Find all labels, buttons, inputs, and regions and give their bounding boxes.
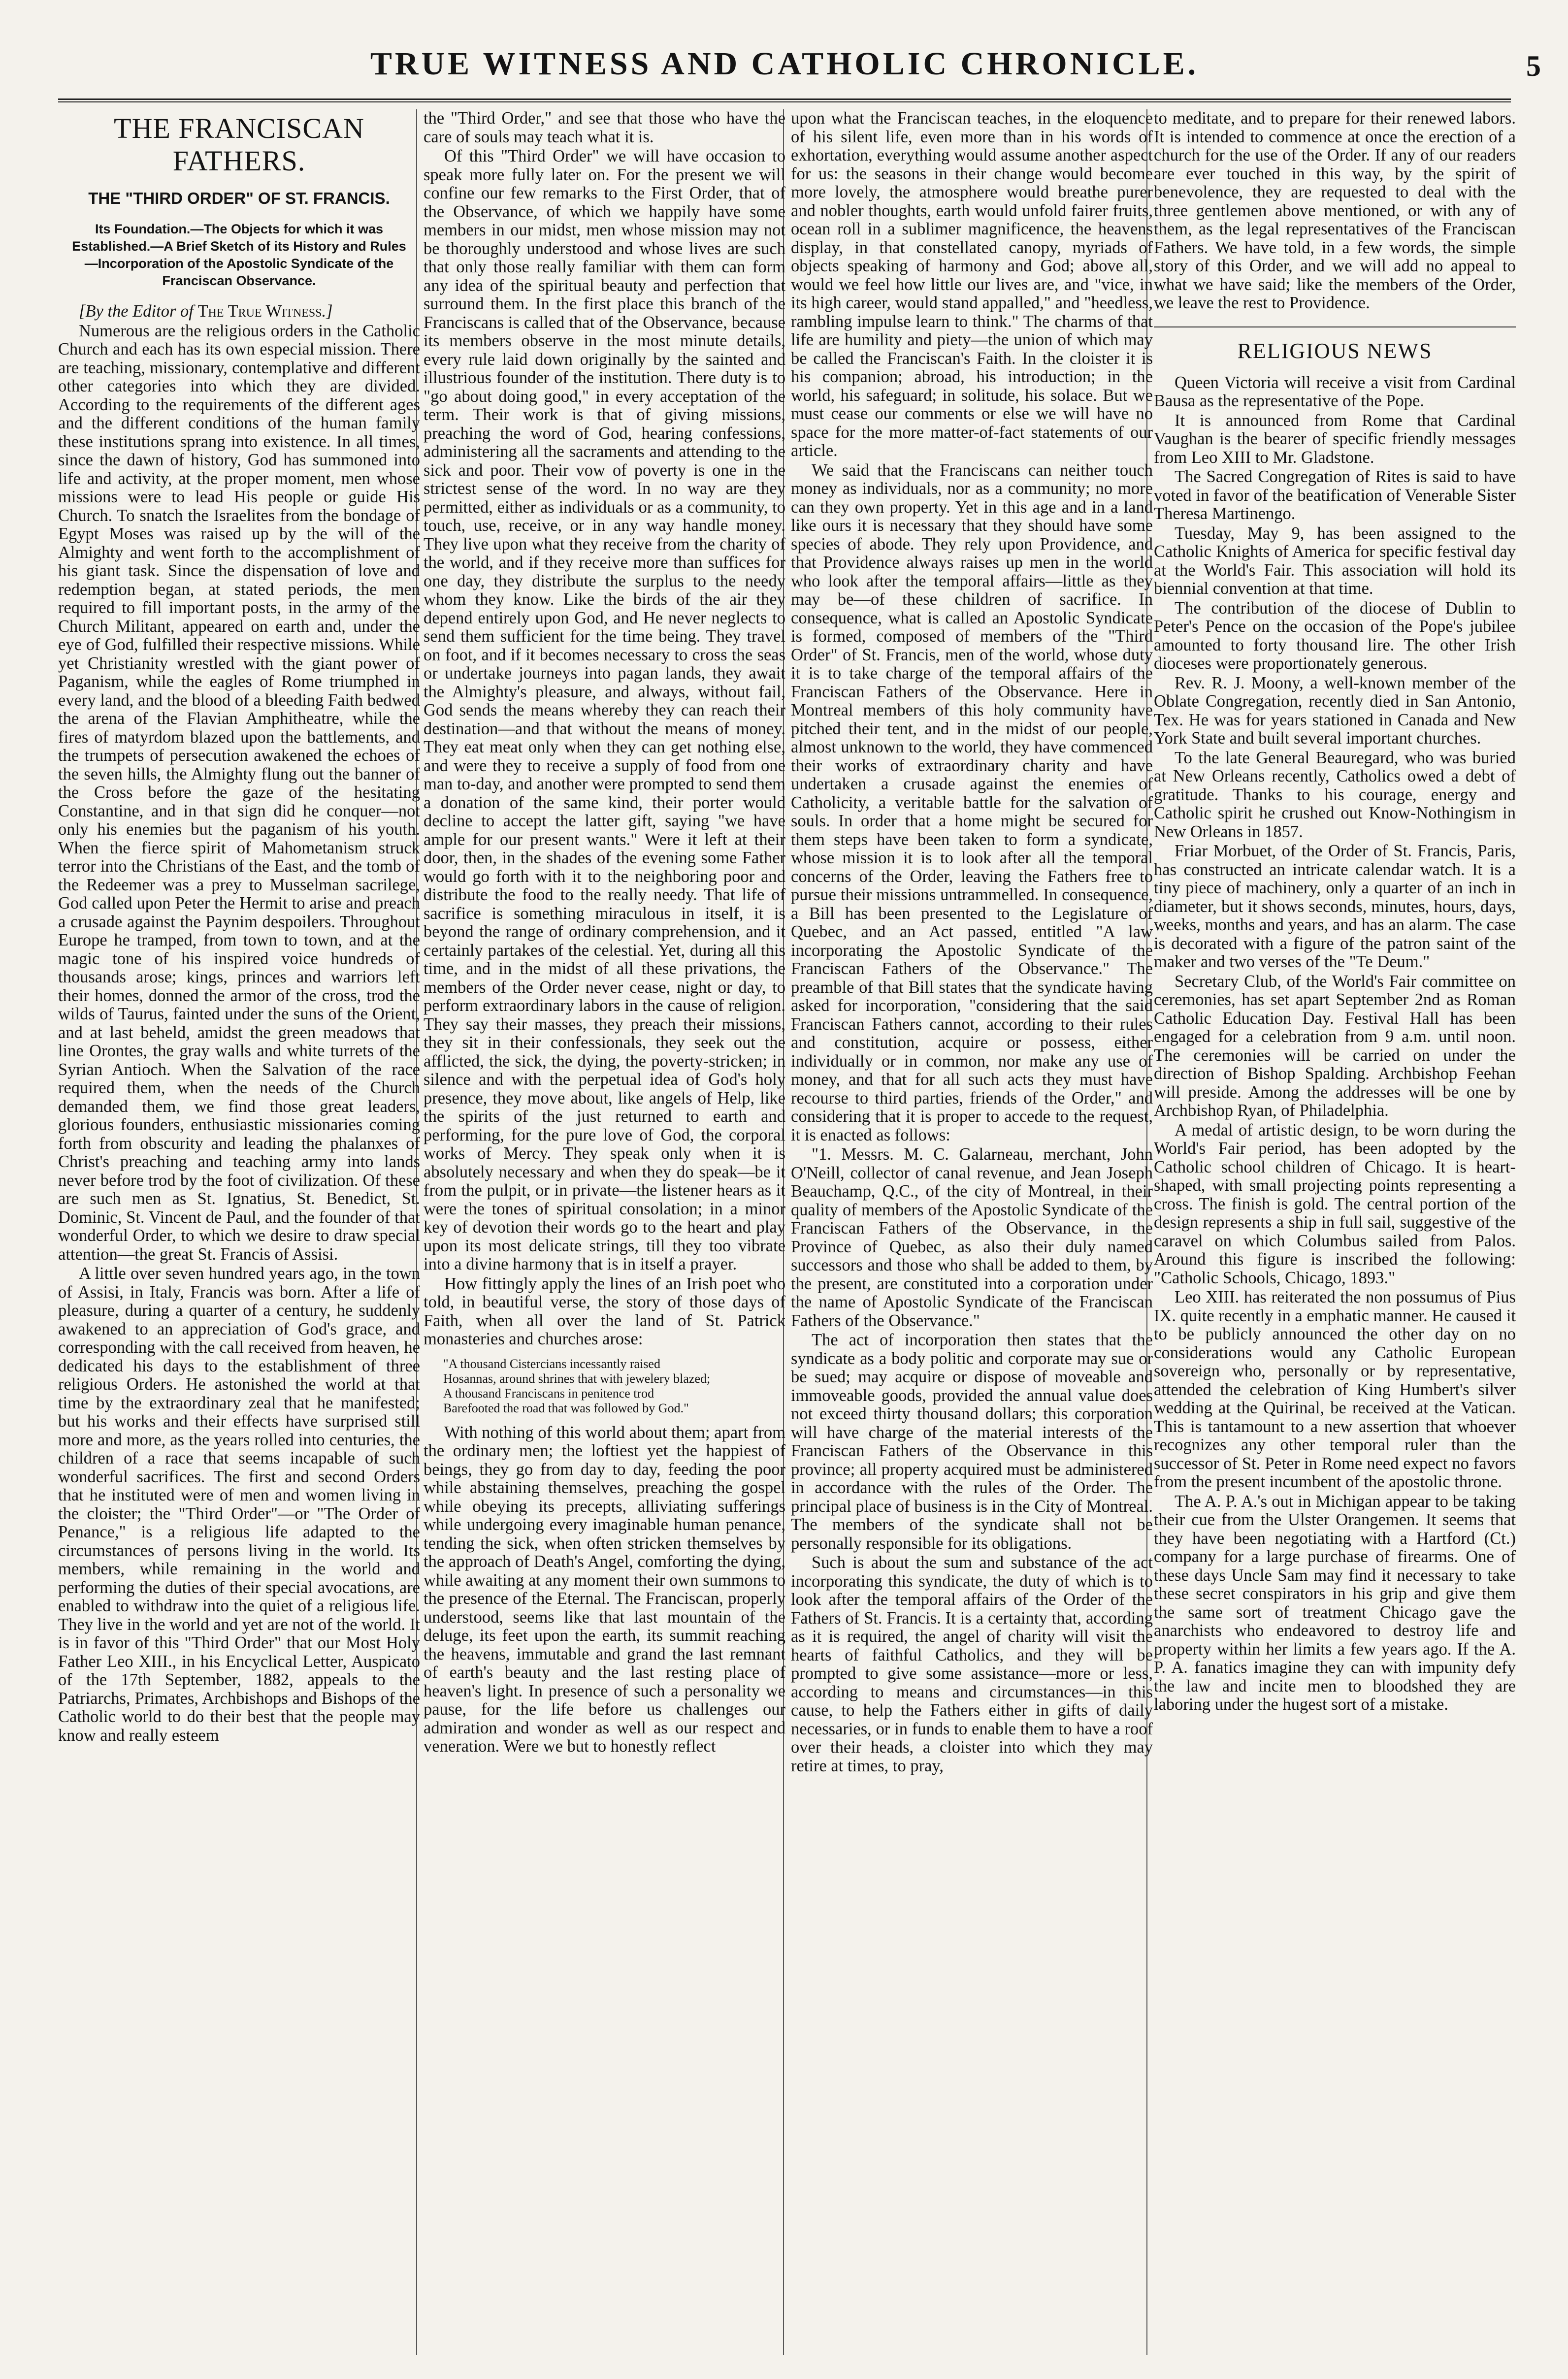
poem-line: A thousand Franciscans in penitence trod	[443, 1386, 654, 1401]
news-item: Rev. R. J. Moony, a well-known member of the Oblate Congregation, recently died in San Antonio, Tex. He was for years stationed in Canada and New York State and built several important churches.	[1154, 673, 1516, 748]
poem-line: Hosannas, around shrines that with jewelery blazed;	[443, 1371, 711, 1386]
article-subhead: THE "THIRD ORDER" OF ST. FRANCIS.	[88, 189, 390, 207]
header-rule	[58, 98, 1511, 102]
poem-line: Barefooted the road that was followed by God."	[443, 1401, 689, 1415]
column-2	[424, 109, 785, 2355]
news-item: Queen Victoria will receive a visit from Cardinal Bausa as the representative of the Pope.	[1154, 373, 1516, 410]
news-item: Tuesday, May 9, has been assigned to the Catholic Knights of America for specific festival day at the World's Fair. This association will hold its biennial convention at that time.	[1154, 523, 1516, 598]
news-item: To the late General Beauregard, who was buried at New Orleans recently, Catholics owed a debt of gratitude. Thanks to his courage, energy and Catholic spirit he crushed out Know-Nothingism in New Orleans in 1857.	[1154, 748, 1516, 841]
paragraph: the "Third Order," and see that those who have the care of souls may teach what it is.	[424, 109, 785, 146]
paragraph: We said that the Franciscans can neither touch money as individuals, nor as a community; no more can they own property. Yet in this age and in a land like ours it is necessary that they should have some species of abode. They rely upon Providence, and that Providence always raises up men in the world who look after the temporal affairs—little as they may be—of these children of sacrifice. In consequence, what is called an Apostolic Syndicate is formed, composed of members of the "Third Order" of St. Francis, men of the world, whose duty it is to take charge of the temporal affairs of the Franciscan Fathers of the Observance. Here in Montreal members of this holy community have pitched their tent, and in the midst of our people, almost unknown to the world, they have commenced their works of extraordinary charity and have undertaken a crusade against the enemies of Catholicity, a veritable battle for the salvation of souls. In order that a home might be secured for them steps have been taken to form a syndicate, whose mission it is to look after all the temporal concerns of the Order, leaving the Fathers free to pursue their missions untrammelled. In consequence, a Bill has been presented to the Legislature of Quebec, and an Act passed, entitled "A law incorporating the Apostolic Syndicate of the Franciscan Fathers of the Observance." The preamble of that Bill states that the syndicate having asked for incorporation, "considering that the said Franciscan Fathers cannot, according to their rules and constitution, acquire or possess, either individually or in common, nor make any use of money, and that for all such acts they must have recourse to third parties, friends of the Order," and considering that it is proper to accede to the request, it is enacted as follows:	[791, 460, 1153, 1144]
news-item: The contribution of the diocese of Dublin to Peter's Pence on the occasion of the Pope's jubilee amounted to forty thousand lire. The other Irish dioceses were proportionately generous.	[1154, 598, 1516, 673]
news-item: Leo XIII. has reiterated the non possumus of Pius IX. quite recently in a emphatic manner. He caused it to be publicly announced the other day on no considerations would any Catholic European sovereign who, personally or by representative, attended the celebration of King Humbert's silver wedding at the Quirinal, be received at the Vatican. This is tantamount to a new assertion that whoever recognizes any other temporal ruler than the successor of St. Peter in Rome need expect no favors from the present incumbent of the apostolic throne.	[1154, 1288, 1516, 1491]
paragraph: With nothing of this world about them; apart from the ordinary men; the loftiest yet the happiest of beings, they go from day to day, feeding the poor while abstaining themselves, preaching the gospel while obeying its precepts, alliviating sufferings while undergoing every imaginable human penance, tending the sick, when often stricken themselves by the approach of Death's Angel, comforting the dying, while awaiting at any moment their own summons to the presence of the Eternal. The Franciscan, properly understood, seems like that last mountain of the deluge, its feet upon the earth, its summit reaching the heavens, immutable and grand the last remnant of earth's beauty and the last resting place of heaven's light. In presence of such a personality we pause, for the life before us challenges our admiration and wonder as well as our respect and veneration. Were we but to honestly reflect	[424, 1423, 785, 1756]
news-item: The Sacred Congregation of Rites is said to have voted in favor of the beatification of Venerable Sister Theresa Martinengo.	[1154, 467, 1516, 523]
news-item: Friar Morbuet, of the Order of St. Francis, Paris, has constructed an intricate calendar watch. It is a tiny piece of machinery, only a quarter of an inch in diameter, but it shows seconds, minutes, hours, days, weeks, months and years, and has an alarm. The case is decorated with a figure of the patron saint of the maker and two verses of the "Te Deum."	[1154, 842, 1516, 971]
news-item: Secretary Club, of the World's Fair committee on ceremonies, has set apart September 2nd as Roman Catholic Education Day. Festival Hall has been engaged for a celebration from 9 a.m. until noon. The ceremonies will be carried on under the direction of Bishop Spalding. Archbishop Feehan will preside. Among the addresses will be one by Archbishop Ryan, of Philadelphia.	[1154, 972, 1516, 1120]
poem-line: "A thousand Cistercians incessantly raised	[443, 1356, 660, 1371]
column-1	[58, 109, 420, 2355]
paragraph: Numerous are the religious orders in the Catholic Church and each has its own especial mission. There are teaching, missionary, contemplative and different other categories into which they are divided. According to the requirements of the different ages and the different conditions of the human family these institutions sprang into existence. In all times, since the dawn of history, God has summoned into life and activity, at the proper moment, men whose missions were to lead His people or guide His Church. To snatch the Israelites from the bondage of Egypt Moses was raised up by the will of the Almighty and went forth to the accomplishment of his giant task. Since the dispensation of love and redemption began, at stated periods, the men required to fill important posts, in the army of the Church Militant, appeared on earth and, under the eye of God, fulfilled their respective missions. While yet Christianity wrestled with the giant power of Paganism, while the eagles of Rome triumphed in every land, and the blood of a bleeding Faith bedwed the arena of the Flavian Amphitheatre, while the fires of matyrdom blazed upon the battlements, and the trumpets of persecution awakened the echoes of the seven hills, the Almighty flung out the banner of the Cross before the gaze of the hesitating Constantine, and in that sign did he conquer—not only his enemies but the paganism of his youth. When the fierce spirit of Mahometanism struck terror into the Christians of the East, and the tomb of the Redeemer was a prey to Musselman sacrilege, God called upon Peter the Hermit to arise and preach a crusade against the Paynim despoilers. Throughout Europe he tramped, from town to town, and at the magic tone of his inspired voice hundreds of thousands arose; kings, princes and warriors left their homes, donned the armor of the cross, trod the wilds of Taurus, fainted under the suns of the Orient, and at last beheld, amidst the green meadows that line Orontes, the gray walls and white turrets of the Syrian Antioch. When the Salvation of the race required them, when the needs of the Church demanded them, we find those great leaders, glorious founders, enthusiastic missionaries coming forth from obscurity and leading the phalanxes of Christ's preaching and teaching army into lands never before trod by the foot of civilization. Of these are such men as St. Ignatius, St. Benedict, St. Dominic, St. Vincent de Paul, and the founder of that wonderful Order, to which we desire to draw special attention—the great St. Francis of Assisi.	[58, 321, 420, 1264]
paragraph: Of this "Third Order" we will have occasion to speak more fully later on. For the present we will confine our few remarks to the First Order, that of the Observance, of which we happily have some members in our midst, men whose mission may not be thoroughly understood and whose lives are such that only those really familiar with them can form any idea of the spiritual beauty and perfection that surround them. In the first place this branch of the Franciscans is called that of the Observance, because its members observe in the most minute details, every rule laid down originally by the sainted and illustrious founder of the institution. There duty is to "go about doing good," in every acceptation of the term. Their work is that of giving missions, preaching the word of God, hearing confessions, administering all the sacraments and attending to the sick and poor. Their vow of poverty is one in the strictest sense of the word. In no way are they permitted, either as individuals or as a community, to touch, use, receive, or in any way handle money. They live upon what they receive from the charity of the world, and if they receive more than suffices for one day, they distribute the surplus to the needy whom they know. Like the birds of the air they depend entirely upon God, and He never neglects to send them sufficient for the time being. They travel on foot, and if it becomes necessary to cross the seas or undertake journeys into pagan lands, they await the Almighty's pleasure, and always, without fail, God sends the means whereby they can reach their destination—and that without the means of money. They eat meat only when they can get nothing else, and were they to receive a supply of food from one man to-day, and another were prompted to send them a donation of the same kind, their porter would decline to accept the latter gift, saying "we have ample for our present wants." Were it left at their door, then, in the shades of the evening some Father would go forth with it to the neighboring poor and distribute the food to the really needy. That life of sacrifice is something miraculous in itself, it is beyond the range of ordinary comprehension, and it certainly partakes of the celestial. Yet, during all this time, and in the midst of all these privations, the members of the Order never cease, night or day, to perform extraordinary labors in the cause of religion. They say their masses, they preach their missions, they sit in their confessionals, they seek out the afflicted, the sick, the dying, the poverty-stricken; in silence and with the perpetual idea of God's holy presence, they move about, like angels of Help, like the spirits of the just returned to earth and performing, for the pure love of God, the corporal works of Mercy. They speak only when it is absolutely necessary and when they do speak—be it from the pulpit, or in private—the listener hears as it were the tones of spiritual consolation; in a minor key of devotion their words go to the heart and play upon its most delicate strings, till they too vibrate into a divine harmony that is in itself a prayer.	[424, 147, 785, 1273]
masthead: TRUE WITNESS AND CATHOLIC CHRONICLE.	[370, 46, 1199, 82]
news-item: A medal of artistic design, to be worn during the World's Fair period, has been adopted by the Catholic school children of Chicago. It is heart-shaped, with small projecting points representing a cross. The finish is gold. The central portion of the design represents a ship in full sail, suggestive of the caravel on which Columbus sailed from Palos. Around this figure is inscribed the following: "Catholic Schools, Chicago, 1893."	[1154, 1120, 1516, 1287]
paragraph: Such is about the sum and substance of the act incorporating this syndicate, the duty of which is to look after the temporal affairs of the Order of the Fathers of St. Francis. It is a certainty that, according as it is required, the angel of charity will visit the hearts of faithful Catholics, and they will be prompted to give some assistance—more or less, according to means and circumstances—in this cause, to help the Fathers either in gifts of daily necessaries, or in funds to enable them to have a roof over their heads, a cloister into which they may retire at times, to pray,	[791, 1553, 1153, 1775]
news-item: It is announced from Rome that Cardinal Vaughan is the bearer of specific friendly messages from Leo XIII to Mr. Gladstone.	[1154, 411, 1516, 467]
column-3	[791, 109, 1153, 2355]
article-title: THE FRANCISCAN FATHERS.	[114, 112, 364, 177]
section-title-religious-news: RELIGIOUS NEWS	[1154, 326, 1516, 364]
byline: [By the Editor of The True Witness.]	[79, 302, 333, 321]
article-deck: Its Foundation.—The Objects for which it was Established.—A Brief Sketch of its History and Rules—Incorporation of the Apostolic Syndicate of the Franciscan Observance.	[72, 222, 406, 288]
paragraph: "1. Messrs. M. C. Galarneau, merchant, John O'Neill, collector of canal revenue, and Jean Joseph Beauchamp, Q.C., of the city of Montreal, in their quality of members of the Apostolic Syndicate of the Franciscan Fathers of the Observance, in the Province of Quebec, as also their duly named successors and those who shall be added to them, by the present, are constituted into a corporation under the name of Apostolic Syndicate of the Franciscan Fathers of the Observance."	[791, 1145, 1153, 1330]
paragraph: How fittingly apply the lines of an Irish poet who told, in beautiful verse, the story of those days of Faith, when all over the land of St. Patrick monasteries and churches arose:	[424, 1274, 785, 1348]
paragraph: A little over seven hundred years ago, in the town of Assisi, in Italy, Francis was born. After a life of pleasure, during a quarter of a century, he suddenly awakened to an appreciation of God's grace, and corresponding with the call received from heaven, he dedicated his days to the establishment of three religious Orders. He astonished the world at that time by the extraordinary zeal that he manifested; but his works and their effects have surprised still more and more, as the years rolled into centuries, the children of a race that seems incapable of such wonderful sacrifices. The first and second Orders that he instituted were of men and women living in the cloister; the "Third Order"—or "The Order of Penance," is a religious life adapted to the circumstances of persons living in the world. Its members, while remaining in the world and performing the duties of their special avocations, are enabled to withdraw into the quiet of a religious life. They live in the world and yet are not of the world. It is in favor of this "Third Order" that our Most Holy Father Leo XIII., in his Encyclical Letter, Auspicato of the 17th September, 1882, appeals to the Patriarchs, Primates, Archbishops and Bishops of the Catholic world to do their best that the people may know and really esteem	[58, 1264, 420, 1745]
news-item: The A. P. A.'s out in Michigan appear to be taking their cue from the Ulster Orangemen. It seems that they have been negotiating with a Hartford (Ct.) company for a large purchase of firearms. One of these days Uncle Sam may find it necessary to take these secret conspirators in his grip and give them the same sort of treatment Chicago gave the anarchists who endeavored to destroy life and property within her limits a few years ago. If the A. P. A. fanatics imagine they can with impunity defy the law and incite men to bloodshed they are laboring under the hugest sort of a mistake.	[1154, 1492, 1516, 1714]
poem-quote	[443, 1357, 771, 1416]
paragraph: The act of incorporation then states that the syndicate as a body politic and corporate may sue or be sued; may acquire or dispose of moveable and immoveable goods, provided the annual value does not exceed thirty thousand dollars; this corporation will have charge of the material interests of the Franciscan Fathers of the Observance in this province; all property acquired must be administered in accordance with the rules of the Order. The principal place of business is in the City of Montreal. The members of the syndicate shall not be personally responsible for its obligations.	[791, 1331, 1153, 1553]
paragraph: upon what the Franciscan teaches, in the eloquence of his silent life, even more than in his words of exhortation, everything would assume another aspect for us: the seasons in their change would become more lovely, the atmosphere would breathe purer and nobler thoughts, earth would unfold fairer fruits, ocean roll in a sublimer magnificence, the heavens display, in that constellated canopy, myriads of objects speaking of harmony and God; above all, would we feel how little our lives are, and "vice, in its high career, would stand appalled," and "heedless, rambling impulse learn to think." The charms of that life are humility and piety—the union of which may be called the Franciscan's Faith. In the cloister it is his companion; abroad, his introduction; in the world, his safeguard; in solitude, his solace. But we must cease our comments or else we will have no space for the more matter-of-fact statements of our article.	[791, 109, 1153, 460]
paragraph: to meditate, and to prepare for their renewed labors. It is intended to commence at once the erection of a church for the use of the Order. If any of our readers are ever touched in this way, by the spirit of benevolence, they are requested to deal with the three gentlemen above mentioned, or with any of them, as the legal representatives of the Franciscan Fathers. We have told, in a few words, the simple story of this Order, and we will add no appeal to what we have said; like the members of the Order, we leave the rest to Providence.	[1154, 109, 1516, 312]
page-number: 5	[1526, 50, 1541, 82]
column-4	[1154, 109, 1516, 2355]
